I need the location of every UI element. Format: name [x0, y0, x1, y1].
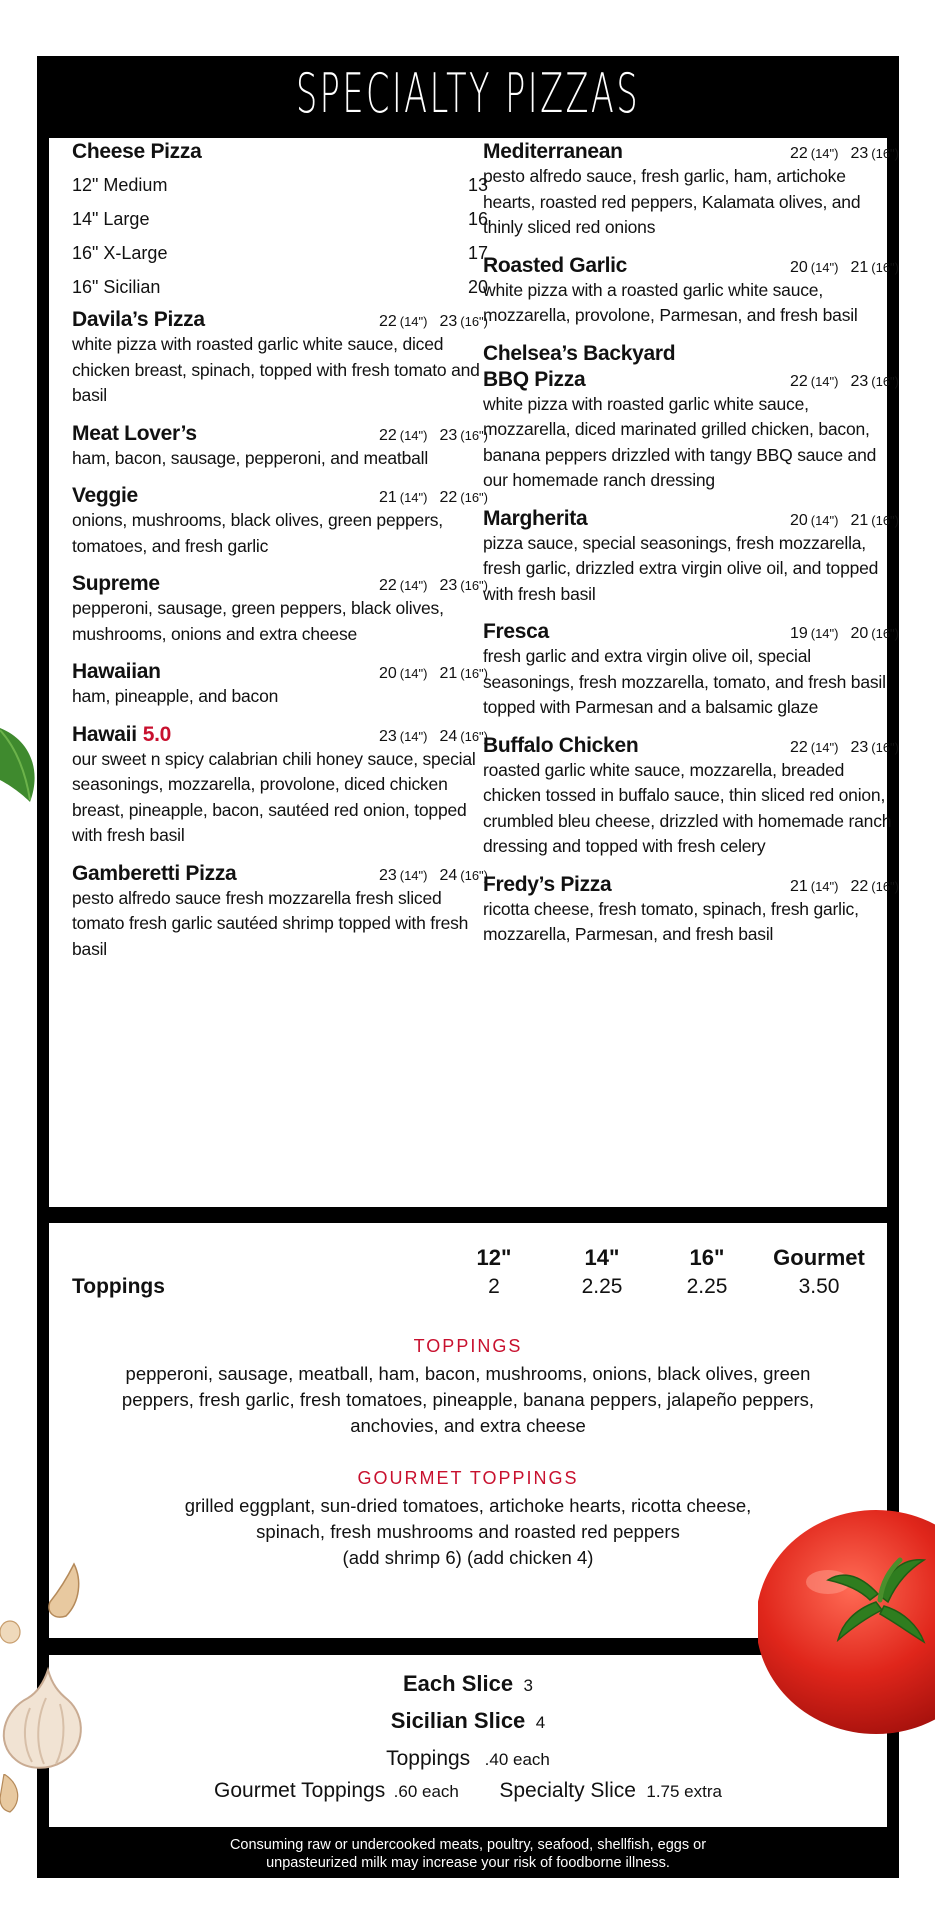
- price-16: 24: [439, 727, 458, 745]
- garlic-clove-bottom-icon: [0, 1774, 22, 1814]
- size-label: 16" Sicilian: [72, 277, 161, 297]
- size-14-label: (14"): [399, 867, 428, 883]
- size-16-label: (16"): [871, 512, 899, 528]
- price-14: 22: [378, 426, 397, 444]
- item-name: [72, 862, 236, 886]
- size-16-label: (16"): [871, 739, 899, 755]
- item-header: [72, 484, 488, 508]
- item-name-text: Roasted Garlic: [483, 253, 628, 277]
- right-items: [483, 140, 899, 948]
- size-14-label: (14"): [810, 878, 839, 894]
- item-description: ricotta cheese, fresh tomato, spinach, fresh garlic, mozzarella, Parmesan, and fresh basil: [483, 898, 859, 944]
- price-14: 20: [789, 511, 808, 529]
- item-prices: [790, 878, 899, 896]
- item-prices: [379, 427, 488, 445]
- item-description: pesto alfredo sauce fresh mozzarella fresh sliced tomato fresh garlic sautéed shrimp topped with fresh basil: [72, 887, 469, 959]
- price-16: 22: [439, 489, 458, 506]
- item-name-text: Margherita: [483, 506, 588, 530]
- sicilian-slice-label: Sicilian Slice: [390, 1708, 526, 1733]
- item-name-line-2: [483, 368, 585, 392]
- price-14: 19: [789, 625, 808, 642]
- item-header: [483, 507, 899, 531]
- item-name: [72, 660, 161, 684]
- item-name-text: BBQ Pizza: [483, 367, 586, 391]
- create-title: CREATE YOUR OWN: [285, 1149, 651, 1212]
- item-description: white pizza with roasted garlic white sauce, diced chicken breast, spinach, topped with fresh tomato and basil: [72, 334, 480, 405]
- menu-item: [483, 342, 899, 494]
- size-16-label: (16"): [871, 878, 899, 894]
- price-16: 23: [850, 738, 869, 756]
- header-14: 14": [584, 1245, 620, 1270]
- item-prices: [379, 489, 488, 507]
- size-label: 16" X-Large: [72, 243, 168, 263]
- size-14-label: (14"): [810, 259, 839, 275]
- price-16: 21: [850, 511, 869, 529]
- item-header: [483, 254, 899, 278]
- menu-item: [72, 862, 488, 963]
- size-16-label: (16"): [871, 373, 899, 389]
- price-14: 23: [378, 727, 397, 745]
- specialty-title: SPECIALTY PIZZAS: [295, 62, 641, 125]
- sicilian-slice-price: 4: [535, 1713, 546, 1732]
- item-prices: [790, 625, 899, 643]
- price-16: 24: [439, 866, 458, 884]
- size-16-label: (16"): [460, 728, 488, 744]
- price-14: 22: [378, 577, 397, 594]
- size-14-label: (14"): [399, 578, 428, 593]
- item-description: pesto alfredo sauce, fresh garlic, ham, artichoke hearts, roasted red peppers, Kalamata olives, and thinly sliced red onions: [483, 166, 861, 237]
- size-price: 20: [467, 277, 488, 297]
- item-header: [483, 368, 899, 392]
- menu-item: [483, 734, 899, 860]
- item-prices: [790, 373, 899, 391]
- item-prices: [379, 577, 488, 595]
- toppings-heading: TOPPINGS: [413, 1336, 523, 1356]
- header-12: 12": [476, 1245, 512, 1270]
- menu-item: [72, 572, 488, 647]
- specialty-right-column: [483, 140, 899, 961]
- price-14: 22: [789, 145, 808, 162]
- item-prices: [379, 665, 488, 683]
- gourmet-add-ons: (add shrimp 6) (add chicken 4): [342, 1547, 594, 1568]
- item-header: [72, 660, 488, 684]
- cheese-size-row: [72, 236, 488, 270]
- price-16: 22: [850, 877, 869, 895]
- item-name-text: Fredy’s Pizza: [483, 872, 612, 896]
- size-14-label: (14"): [810, 512, 839, 528]
- item-description: pizza sauce, special seasonings, fresh mozzarella, fresh garlic, drizzled extra virgin olive oil, and topped with fresh basil: [483, 532, 879, 604]
- toppings-price-12: 2: [488, 1275, 500, 1298]
- size-16-label: (16"): [460, 666, 488, 681]
- size-16-label: (16"): [460, 314, 488, 329]
- item-name-text: Buffalo Chicken: [483, 733, 639, 757]
- item-description: fresh garlic and extra virgin olive oil, special seasonings, fresh mozzarella, tomato, and fresh basil topped with Parmesan and a balsamic glaze: [483, 646, 886, 717]
- health-disclaimer: [37, 1836, 899, 1872]
- menu-item: [72, 484, 488, 559]
- size-14-label: (14"): [399, 666, 428, 681]
- cheese-size-row: [72, 202, 488, 236]
- item-header: [483, 620, 899, 644]
- garlic-clove-small-icon: [0, 1618, 24, 1646]
- item-header: [72, 723, 488, 747]
- item-description: ham, bacon, sausage, pepperoni, and meatball: [72, 447, 429, 468]
- item-prices: [379, 313, 488, 331]
- size-16-label: (16"): [871, 259, 899, 275]
- size-16-label: (16"): [460, 867, 488, 883]
- price-14: 22: [789, 738, 808, 756]
- item-name: [483, 873, 611, 897]
- create-price-table: [72, 1245, 872, 1305]
- size-16-label: (16"): [871, 626, 899, 641]
- item-header: [483, 140, 899, 164]
- size-price: 16: [467, 209, 488, 229]
- item-header: [72, 422, 488, 446]
- toppings-price-16: 2.25: [686, 1275, 728, 1298]
- toppings-price-14: 2.25: [581, 1275, 623, 1298]
- cheese-size-row: [72, 168, 488, 202]
- item-name: [483, 140, 623, 164]
- item-header: [483, 873, 899, 897]
- price-16: 23: [850, 372, 869, 390]
- slice-extras-line: [49, 1779, 887, 1803]
- item-header: [72, 862, 488, 886]
- item-name: Chelsea’s Backyard: [483, 341, 676, 365]
- cheese-size-row: [72, 270, 488, 304]
- item-header: [72, 308, 488, 332]
- price-14: 21: [378, 489, 397, 506]
- basil-leaf-icon: [0, 720, 40, 810]
- size-14-label: (14"): [810, 146, 839, 161]
- menu-item: [483, 873, 899, 948]
- item-description: ham, pineapple, and bacon: [72, 686, 279, 706]
- disclaimer-line-1: Consuming raw or undercooked meats, poultry, seafood, shellfish, eggs or: [229, 1837, 707, 1853]
- price-16: 23: [439, 577, 458, 594]
- item-name: [483, 734, 638, 758]
- item-name: [483, 254, 627, 278]
- size-price: 13: [467, 175, 488, 195]
- menu-item: [72, 660, 488, 710]
- garlic-clove-icon: [44, 1562, 84, 1620]
- gourmet-toppings-list: grilled eggplant, sun-dried tomatoes, artichoke hearts, ricotta cheese, spinach, fresh mushrooms and roasted red peppers: [184, 1495, 752, 1542]
- disclaimer-line-2: unpasteurized milk may increase your risk of foodborne illness.: [266, 1855, 670, 1871]
- item-name-text: Hawaii: [72, 722, 137, 746]
- cheese-pizza-block: [72, 140, 488, 304]
- item-name: [72, 572, 160, 596]
- item-name-text: Meat Lover’s: [72, 421, 197, 445]
- size-16-label: (16"): [460, 490, 488, 505]
- item-description: our sweet n spicy calabrian chili honey sauce, special seasonings, mozzarella, provolone, diced chicken breast, pineapple, bacon, sautéed red onion, topped with fresh basil: [72, 748, 476, 845]
- size-16-label: (16"): [460, 578, 488, 593]
- size-14-label: (14"): [810, 739, 839, 755]
- item-name: Cheese Pizza: [72, 140, 202, 163]
- menu-item: [483, 254, 899, 329]
- item-prices: [379, 728, 488, 746]
- item-prices: [790, 739, 899, 757]
- item-name: [72, 484, 138, 508]
- item-prices: [379, 867, 488, 885]
- size-16-label: (16"): [871, 146, 899, 161]
- gourmet-toppings-heading: GOURMET TOPPINGS: [357, 1468, 579, 1488]
- price-14: 21: [789, 877, 808, 895]
- item-tag: 5.0: [142, 722, 172, 746]
- price-16: 21: [850, 258, 869, 276]
- size-14-label: (14"): [810, 373, 839, 389]
- item-name: [72, 422, 197, 446]
- size-label: 12" Medium: [72, 175, 168, 195]
- item-prices: [790, 512, 899, 530]
- header-16: 16": [689, 1245, 725, 1270]
- slice-toppings-label: Toppings: [386, 1747, 471, 1770]
- specialty-slice-price: 1.75 extra: [646, 1782, 722, 1801]
- slice-toppings-line: [49, 1747, 887, 1771]
- price-14: 22: [378, 313, 397, 330]
- slice-title: PIZZA BY THE SLICE: [279, 1577, 657, 1640]
- menu-item: [483, 620, 899, 721]
- price-16: 23: [439, 313, 458, 330]
- size-14-label: (14"): [399, 728, 428, 744]
- slice-gourmet-price: .60 each: [393, 1782, 459, 1801]
- item-name-text: Gamberetti Pizza: [72, 861, 237, 885]
- price-16: 23: [850, 145, 869, 162]
- garlic-bulb-icon: [0, 1664, 92, 1774]
- menu-item: [72, 723, 488, 849]
- item-name-text: Hawaiian: [72, 660, 161, 683]
- menu-item: [72, 308, 488, 409]
- size-14-label: (14"): [399, 427, 428, 443]
- size-14-label: (14"): [399, 314, 428, 329]
- item-name-text: Davila’s Pizza: [72, 308, 205, 331]
- toppings-price-gourmet: 3.50: [798, 1275, 840, 1298]
- specialty-left-column: [72, 140, 488, 975]
- price-14: 20: [789, 258, 808, 276]
- price-16: 21: [439, 665, 458, 682]
- tomato-icon: [758, 1502, 935, 1737]
- item-header: [72, 572, 488, 596]
- item-name-text: Veggie: [72, 484, 138, 507]
- item-prices: [790, 145, 899, 163]
- size-price: 17: [467, 243, 488, 263]
- header-gourmet: Gourmet: [773, 1245, 865, 1270]
- size-14-label: (14"): [399, 490, 428, 505]
- item-description: roasted garlic white sauce, mozzarella, breaded chicken tossed in buffalo sauce, thin sliced red onion, crumbled bleu cheese, drizzled with homemade ranch dressing and topped with fresh celery: [483, 759, 892, 856]
- item-name-text: Fresca: [483, 620, 549, 643]
- item-name: [72, 723, 171, 747]
- item-header: [483, 734, 899, 758]
- size-label: 14" Large: [72, 209, 150, 229]
- item-name-text: Mediterranean: [483, 140, 623, 163]
- toppings-row-label: Toppings: [72, 1275, 165, 1298]
- item-description: white pizza with a roasted garlic white sauce, mozzarella, provolone, Parmesan, and fresh basil: [483, 279, 858, 325]
- item-name: [483, 507, 587, 531]
- item-description: onions, mushrooms, black olives, green peppers, tomatoes, and fresh garlic: [72, 510, 443, 556]
- size-14-label: (14"): [810, 626, 839, 641]
- price-14: 23: [378, 866, 397, 884]
- menu-item: [483, 507, 899, 608]
- price-14: 20: [378, 665, 397, 682]
- item-description: pepperoni, sausage, green peppers, black olives, mushrooms, onions and extra cheese: [72, 598, 444, 644]
- size-16-label: (16"): [460, 427, 488, 443]
- menu-item: [483, 140, 899, 241]
- price-16: 23: [439, 426, 458, 444]
- slice-toppings-price: .40 each: [484, 1750, 550, 1769]
- price-16: 20: [850, 625, 869, 642]
- item-name-text: Supreme: [72, 572, 160, 595]
- menu-item: [72, 422, 488, 472]
- slice-gourmet-label: Gourmet Toppings: [214, 1779, 386, 1802]
- specialty-slice-label: Specialty Slice: [499, 1779, 636, 1802]
- each-slice-price: 3: [523, 1676, 533, 1695]
- item-description: white pizza with roasted garlic white sauce, mozzarella, diced marinated grilled chicken, bacon, banana peppers drizzled with tangy BBQ sauce and our homemade ranch dressing: [483, 393, 877, 490]
- item-name: [72, 308, 205, 332]
- item-name: [483, 620, 549, 644]
- toppings-list: pepperoni, sausage, meatball, ham, bacon, mushrooms, onions, black olives, green peppers, fresh garlic, fresh tomatoes, pineapple, banana peppers, jalapeño peppers, anchovies, and extra cheese: [121, 1363, 815, 1436]
- each-slice-label: Each Slice: [403, 1671, 514, 1696]
- left-items: [72, 308, 488, 962]
- price-14: 22: [789, 372, 808, 390]
- item-prices: [790, 259, 899, 277]
